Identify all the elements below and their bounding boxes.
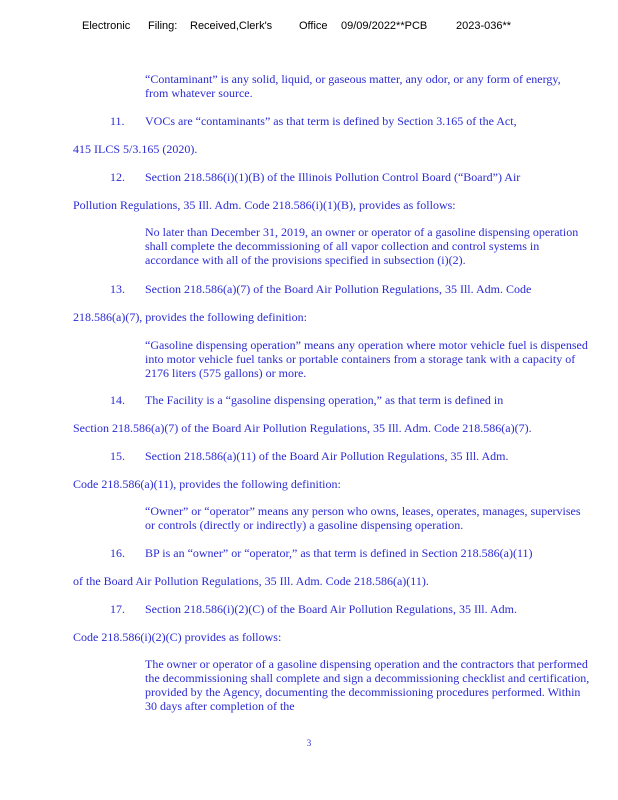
quote-paragraph-15: “Owner” or “operator” means any person who owns, leases, operates, manages, supervises or controls (directly or indirectly) a gasoline dispensing operation. — [145, 504, 581, 532]
quote-paragraph-12: No later than December 31, 2019, an owner or operator of a gasoline dispensing operation shall complete the decommissioning of all vapor collection and control systems in accordance with all of the provisions specified in subsection (i)(2). — [145, 225, 579, 267]
paragraph-14-line-2: Section 218.586(a)(7) of the Board Air Pollution Regulations, 35 Ill. Adm. Code 218.586(a)(7). — [73, 421, 532, 435]
quote-paragraph-17: The owner or operator of a gasoline dispensing operation and the contractors that performed the decommissioning shall complete and sign a decommissioning checklist and certification, provided by the Agency, documenting the decommissioning procedures performed. Within 30 days after completion of the — [145, 657, 590, 713]
paragraph-16-line-2: of the Board Air Pollution Regulations, 35 Ill. Adm. Code 218.586(a)(11). — [73, 574, 429, 588]
paragraph-17-line-2: Code 218.586(i)(2)(C) provides as follows: — [73, 630, 282, 644]
paragraph-12-number: 12. — [110, 170, 125, 184]
paragraph-15-line-2: Code 218.586(a)(11), provides the following definition: — [73, 477, 341, 491]
paragraph-11-line-1: VOCs are “contaminants” as that term is defined by Section 3.165 of the Act, — [145, 114, 517, 128]
paragraph-13-line-2: 218.586(a)(7), provides the following definition: — [73, 310, 307, 324]
paragraph-17-number: 17. — [110, 602, 125, 616]
paragraph-12-line-2: Pollution Regulations, 35 Ill. Adm. Code 218.586(i)(1)(B), provides as follows: — [73, 198, 456, 212]
paragraph-11-line-2: 415 ILCS 5/3.165 (2020). — [73, 142, 198, 156]
paragraph-14-line-1: The Facility is a “gasoline dispensing operation,” as that term is defined in — [145, 393, 504, 407]
paragraph-15-number: 15. — [110, 449, 125, 463]
paragraph-11-number: 11. — [110, 114, 125, 128]
paragraph-12-line-1: Section 218.586(i)(1)(B) of the Illinois Pollution Control Board (“Board”) Air — [145, 170, 521, 184]
paragraph-15-line-1: Section 218.586(a)(11) of the Board Air Pollution Regulations, 35 Ill. Adm. — [145, 449, 509, 463]
paragraph-16-number: 16. — [110, 546, 125, 560]
header-filing: Filing: — [148, 20, 178, 32]
paragraph-13-number: 13. — [110, 282, 125, 296]
header-electronic: Electronic — [82, 20, 131, 32]
header-received: Received,Clerk's — [190, 20, 273, 32]
quote-contaminant: “Contaminant” is any solid, liquid, or gaseous matter, any odor, or any form of energy, from whatever source. — [145, 72, 561, 100]
paragraph-13-line-1: Section 218.586(a)(7) of the Board Air Pollution Regulations, 35 Ill. Adm. Code — [145, 282, 532, 296]
filing-header — [0, 20, 618, 36]
paragraph-17-line-1: Section 218.586(i)(2)(C) of the Board Air Pollution Regulations, 35 Ill. Adm. — [145, 602, 517, 616]
header-office: Office — [299, 20, 328, 32]
header-date: 09/09/2022**PCB — [341, 20, 428, 32]
paragraph-14-number: 14. — [110, 393, 125, 407]
paragraph-16-line-1: BP is an “owner” or “operator,” as that term is defined in Section 218.586(a)(11) — [145, 546, 533, 560]
quote-paragraph-13: “Gasoline dispensing operation” means any operation where motor vehicle fuel is dispensed into motor vehicle fuel tanks or portable containers from a storage tank with a capacity of 2176 liters (575 gallons) or more. — [145, 338, 588, 380]
page-number: 3 — [306, 738, 312, 748]
header-case: 2023-036** — [456, 20, 512, 32]
